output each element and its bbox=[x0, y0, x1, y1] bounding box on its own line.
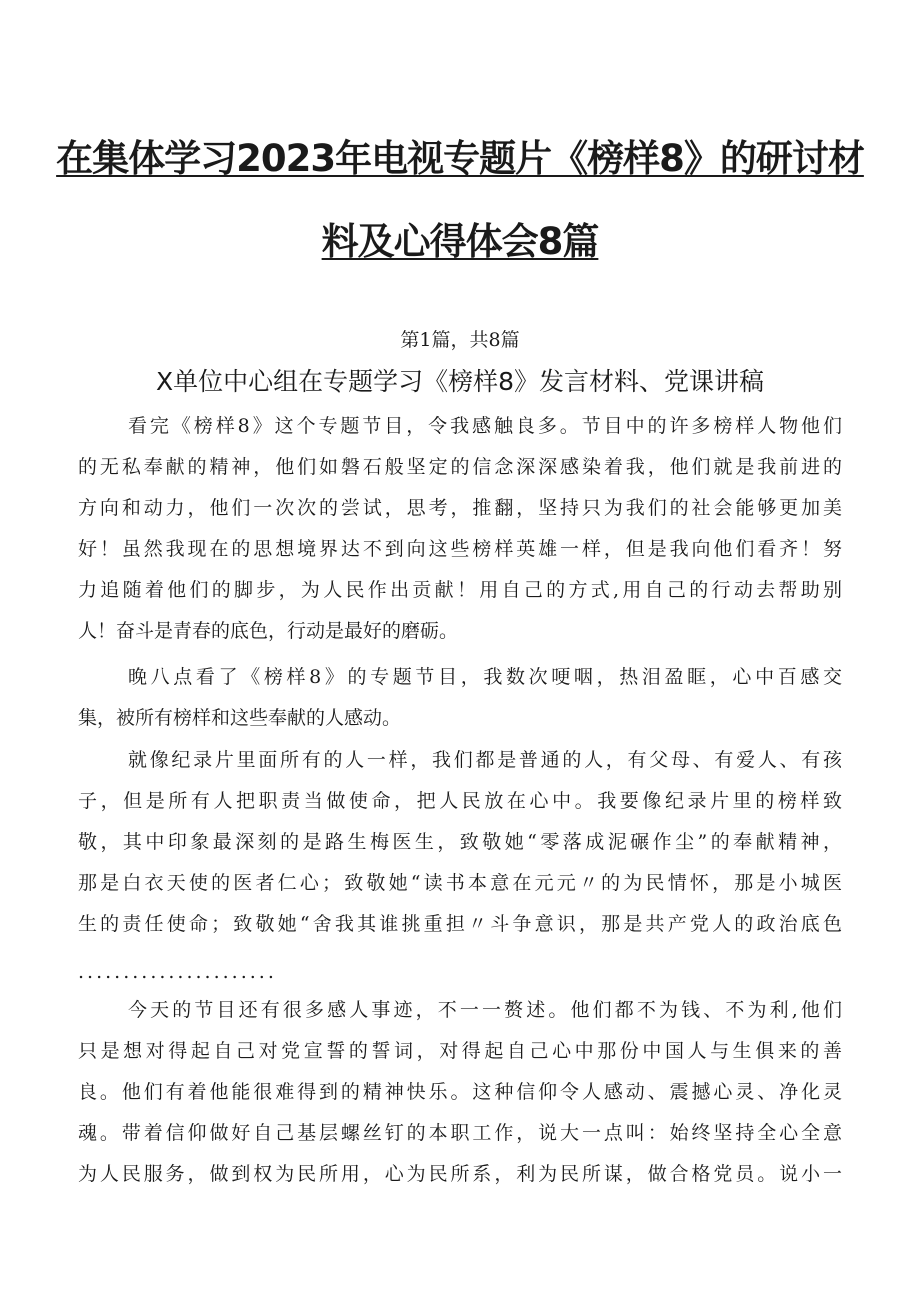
part-label: 第1篇，共8篇 bbox=[400, 329, 520, 351]
ellipsis-line: ...................... bbox=[78, 961, 277, 983]
paragraph-1-line-4: 好！虽然我现在的思想境界达不到向这些榜样英雄一样，但是我向他们看齐！努 bbox=[78, 538, 842, 560]
document-title-line-1 bbox=[0, 137, 920, 181]
paragraph-4-line-5: 为人民服务，做到权为民所用，心为民所系，利为民所谋，做合格党员。说小一 bbox=[78, 1163, 842, 1185]
document-title-line-2 bbox=[0, 220, 920, 264]
paragraph-3-line-2: 子，但是所有人把职责当做使命，把人民放在心中。我要像纪录片里的榜样致 bbox=[78, 790, 842, 812]
paragraph-2-line-2: 集，被所有榜样和这些奉献的人感动。 bbox=[78, 707, 402, 729]
paragraph-1-line-1: 看完《榜样8》这个专题节目，令我感触良多。节目中的许多榜样人物他们 bbox=[128, 415, 842, 437]
paragraph-4-line-3: 良。他们有着他能很难得到的精神快乐。这种信仰令人感动、震撼心灵、净化灵 bbox=[78, 1081, 842, 1103]
paragraph-1-line-2: 的无私奉献的精神，他们如磐石般坚定的信念深深感染着我，他们就是我前进的 bbox=[78, 456, 842, 478]
paragraph-4-line-1: 今天的节目还有很多感人事迹，不一一赘述。他们都不为钱、不为利,他们 bbox=[128, 999, 842, 1021]
paragraph-3-line-4: 那是白衣天使的医者仁心；致敬她“读书本意在元元〃的为民情怀，那是小城医 bbox=[78, 872, 842, 894]
paragraph-1-line-6: 人！奋斗是青春的底色，行动是最好的磨砺。 bbox=[78, 620, 459, 642]
title-text-1: 在集体学习2023年电视专题片《榜样8》的研讨材 bbox=[56, 137, 864, 180]
paragraph-1-line-3: 方向和动力，他们一次次的尝试，思考，推翻，坚持只为我们的社会能够更加美 bbox=[78, 497, 842, 519]
paragraph-1-line-5: 力追随着他们的脚步，为人民作出贡献！用自己的方式,用自己的行动去帮助别 bbox=[78, 579, 842, 601]
paragraph-3-line-5: 生的责任使命；致敬她“舍我其谁挑重担〃斗争意识，那是共产党人的政治底色 bbox=[78, 913, 842, 935]
paragraph-4-line-2: 只是想对得起自己对党宣誓的誓词，对得起自己心中那份中国人与生俱来的善 bbox=[78, 1040, 842, 1062]
title-text-2: 料及心得体会8篇 bbox=[321, 220, 599, 263]
section-heading: X单位中心组在专题学习《榜样8》发言材料、党课讲稿 bbox=[155, 367, 765, 396]
paragraph-2-line-1: 晚八点看了《榜样8》的专题节目，我数次哽咽，热泪盈眶，心中百感交 bbox=[128, 666, 842, 688]
paragraph-3-line-3: 敬，其中印象最深刻的是路生梅医生，致敬她“零落成泥碾作尘”的奉献精神， bbox=[78, 831, 842, 853]
paragraph-3-line-1: 就像纪录片里面所有的人一样，我们都是普通的人，有父母、有爱人、有孩 bbox=[128, 749, 842, 771]
paragraph-4-line-4: 魂。带着信仰做好自己基层螺丝钉的本职工作，说大一点叫：始终坚持全心全意 bbox=[78, 1122, 842, 1144]
